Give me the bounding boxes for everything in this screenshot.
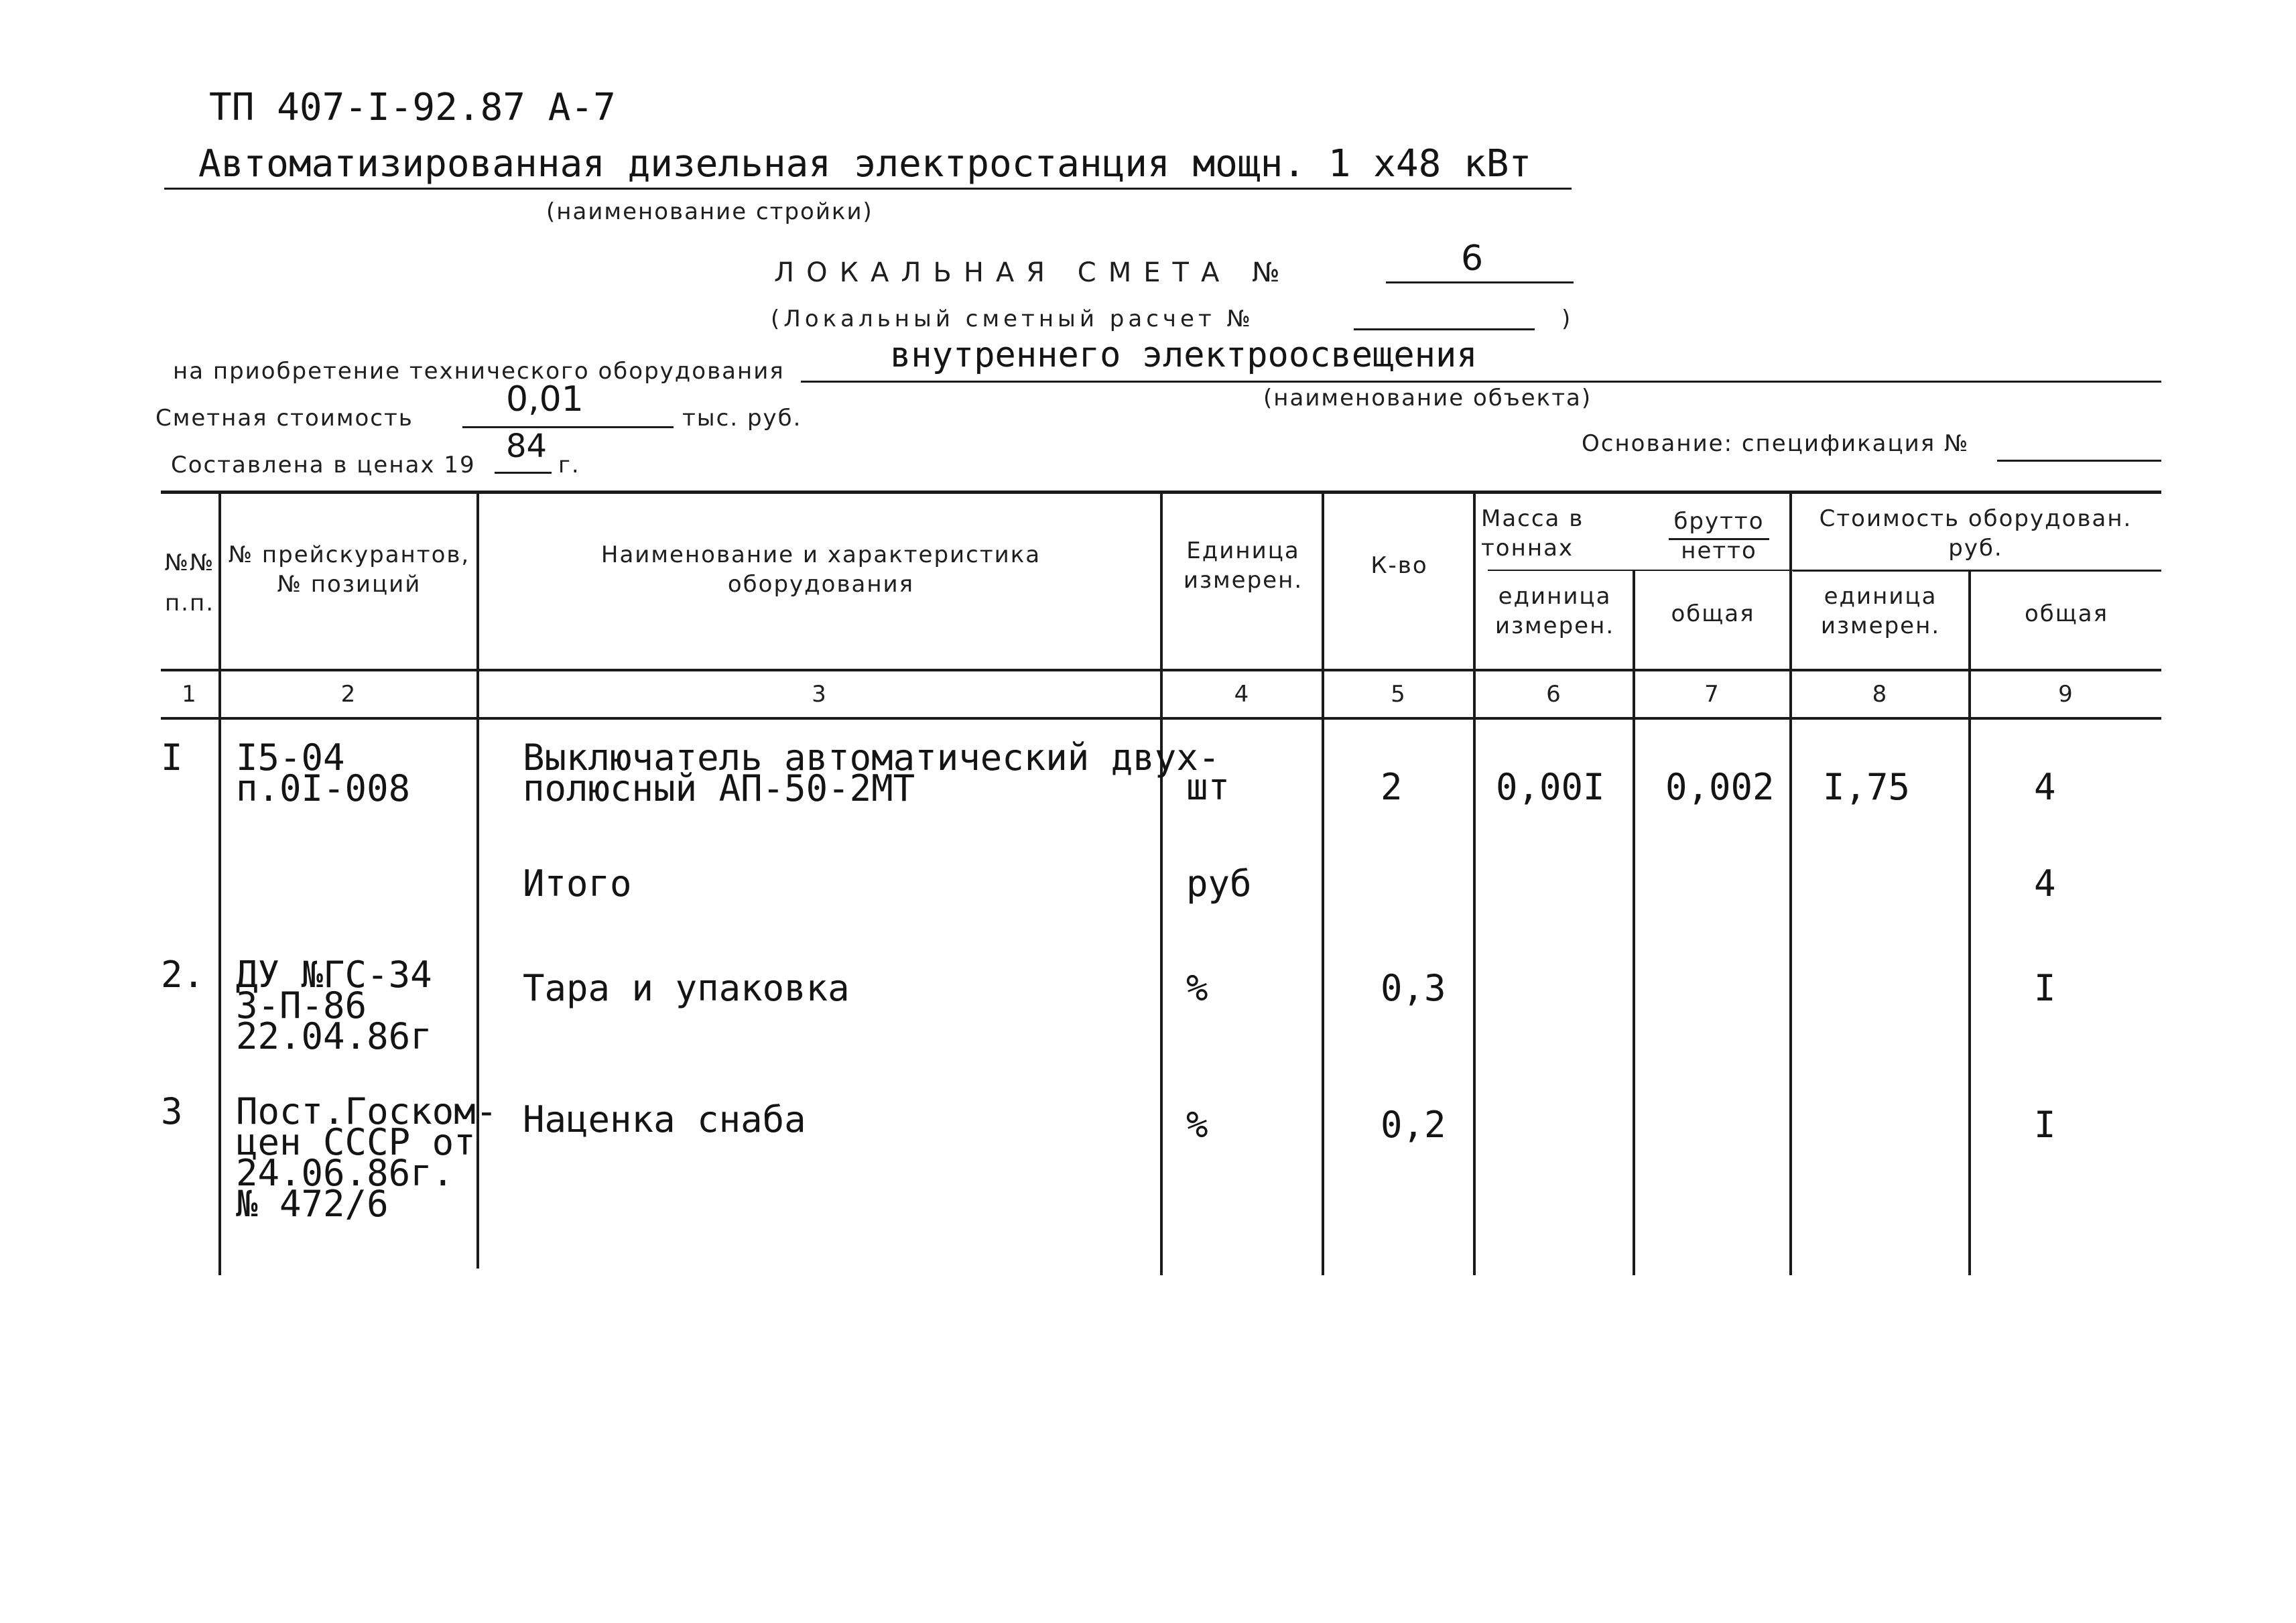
col-header-netto: нетто — [1681, 537, 1757, 564]
estimate-title: ЛОКАЛЬНАЯ СМЕТА № — [774, 257, 1292, 288]
row-quantity: 0,3 — [1381, 967, 1446, 1009]
row-item-name: Выключатель автоматический двух- полюсный АП-50-2МТ — [523, 736, 1220, 809]
col-number: 7 — [1704, 681, 1720, 708]
cost-underline — [462, 426, 674, 428]
row-number: 3 — [161, 1090, 183, 1132]
col-header-name: Наименование и характеристика оборудования — [600, 541, 1041, 598]
row-item-name: Тара и упаковка — [523, 967, 850, 1009]
row-unit: руб — [1186, 862, 1252, 905]
prices-year-underline — [495, 472, 552, 474]
row-cost-total: I — [2034, 1104, 2056, 1146]
basis-underline — [1997, 460, 2161, 462]
col-header-cost: Стоимость оборудован. руб. — [1819, 505, 2132, 562]
row-number: I — [161, 736, 183, 779]
document-code: ТП 407-I-92.87 А-7 — [209, 86, 616, 129]
object-name: внутреннего электроосвещения — [890, 335, 1478, 375]
row-pricelist-ref: ДУ №ГС-34 3-П-86 22.04.86г — [236, 954, 432, 1057]
prices-year: 84 — [506, 428, 548, 465]
col-header-num: №№ п.п. — [164, 549, 215, 616]
cost-unit: тыс. руб. — [682, 405, 802, 432]
calc-label: (Локальный сметный расчет № — [771, 306, 1255, 332]
row-cost-unit: I,75 — [1823, 766, 1911, 808]
row-unit: % — [1186, 1104, 1208, 1146]
row-cost-total: 4 — [2034, 766, 2056, 808]
col-number: 2 — [340, 681, 357, 708]
col-header-qty: К-во — [1370, 552, 1428, 579]
estimate-number: 6 — [1461, 239, 1484, 279]
row-unit: % — [1186, 967, 1208, 1009]
row-pricelist-ref: Пост.Госком- цен СССР от 24.06.86г. № 472/6 — [236, 1090, 498, 1225]
row-mass-unit: 0,00I — [1496, 766, 1605, 808]
prices-suffix: г. — [558, 452, 580, 478]
row-mass-total: 0,002 — [1665, 766, 1775, 808]
row-pricelist-ref: I5-04 п.0I-008 — [236, 736, 411, 809]
basis-label: Основание: спецификация № — [1582, 430, 1970, 457]
col-number: 5 — [1391, 681, 1407, 708]
col-number: 3 — [812, 681, 828, 708]
col-header-mass: Масса в тоннах — [1481, 505, 1584, 562]
cost-label: Сметная стоимость — [155, 405, 413, 432]
col-header-brutto: брутто — [1673, 508, 1765, 535]
calc-close: ) — [1561, 306, 1572, 332]
col-header-mass-unit: единица измерен. — [1494, 583, 1615, 639]
col-header-cost-total: общая — [2024, 600, 2109, 627]
col-header-pricelist: № прейскурантов, № позиций — [228, 541, 470, 598]
row-cost-total: I — [2034, 967, 2056, 1009]
col-number: 4 — [1234, 681, 1251, 708]
row-quantity: 0,2 — [1381, 1104, 1446, 1146]
calc-number-underline — [1354, 328, 1535, 330]
row-item-name: Наценка снаба — [523, 1098, 806, 1141]
col-header-mass-total: общая — [1671, 600, 1755, 627]
col-header-cost-unit: единица измерен. — [1820, 583, 1941, 639]
object-caption: (наименование объекта) — [1263, 385, 1592, 411]
purpose-label: на приобретение технического оборудования — [173, 358, 785, 385]
row-unit: шт — [1186, 766, 1230, 808]
col-number: 8 — [1872, 681, 1889, 708]
row-item-name: Итого — [523, 862, 632, 905]
construction-name: Автоматизированная дизельная электростанция мощн. 1 х48 кВт — [198, 142, 1532, 186]
object-underline — [801, 381, 2161, 383]
col-header-unit: Единица измерен. — [1183, 537, 1303, 594]
prices-label: Составлена в ценах 19 — [171, 452, 476, 478]
cost-value: 0,01 — [506, 379, 584, 419]
estimate-number-underline — [1386, 281, 1574, 283]
col-number: 1 — [182, 681, 198, 708]
col-number: 6 — [1546, 681, 1562, 708]
construction-caption: (наименование стройки) — [546, 198, 873, 225]
row-number: 2. — [161, 954, 205, 996]
row-quantity: 2 — [1381, 766, 1403, 808]
col-number: 9 — [2058, 681, 2074, 708]
construction-underline — [164, 188, 1572, 190]
row-cost-total: 4 — [2034, 862, 2056, 905]
